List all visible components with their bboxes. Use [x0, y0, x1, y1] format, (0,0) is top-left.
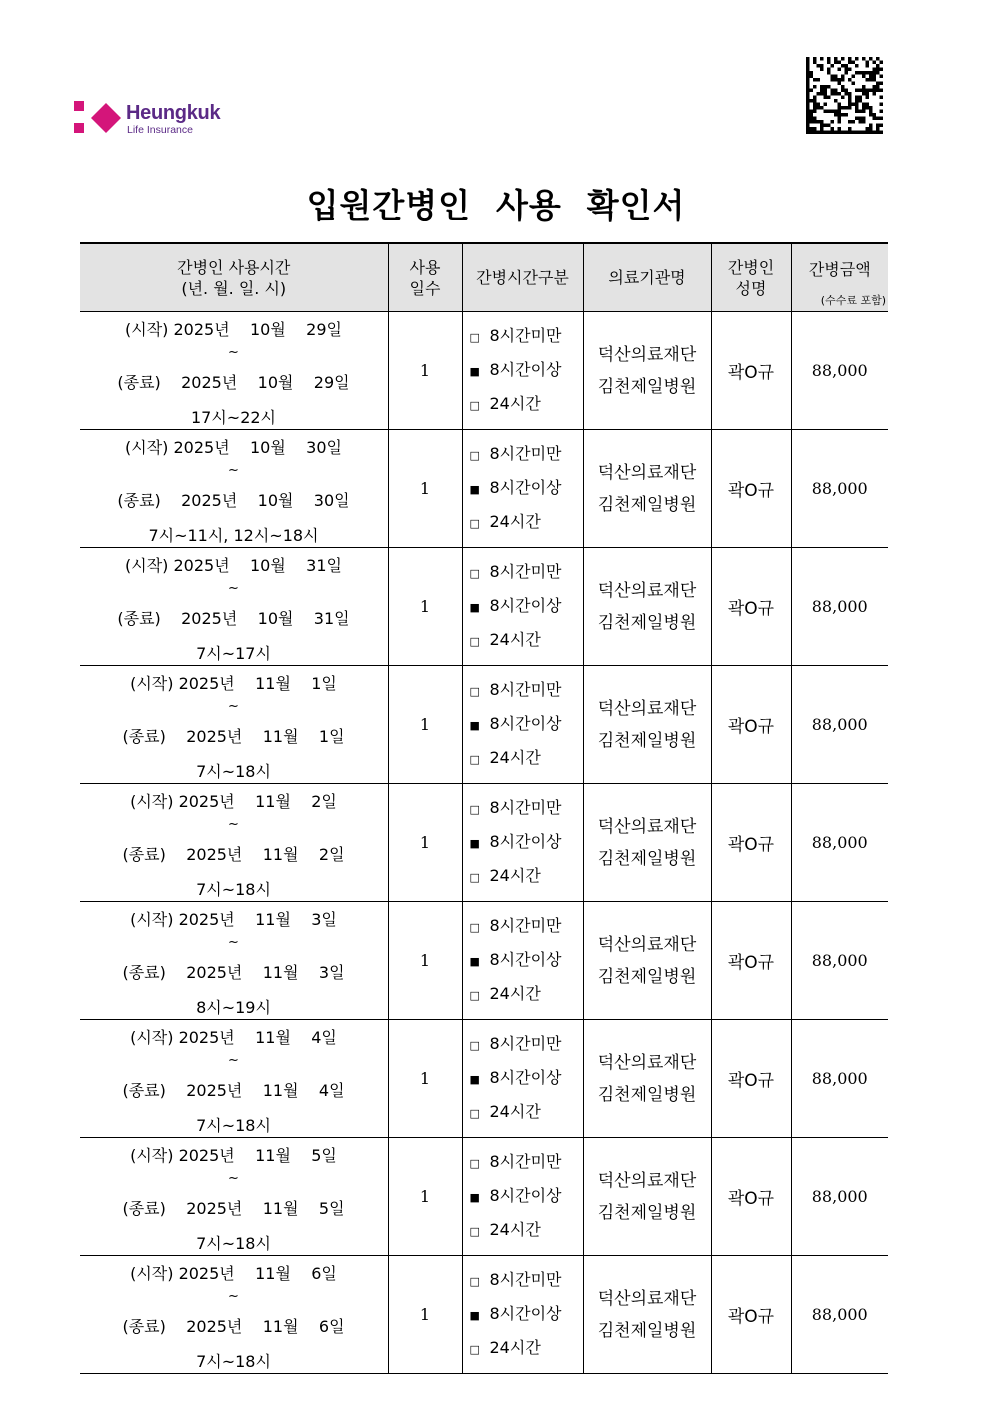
- category-option: [470, 674, 583, 708]
- checked-box-icon: ■: [469, 1190, 480, 1204]
- period-tilde: ~: [228, 1053, 239, 1068]
- period-start: (시작) 2025년 11월 1일: [130, 674, 337, 693]
- category-option: [470, 354, 583, 388]
- period-cell: [80, 548, 388, 666]
- table-row: [80, 666, 888, 784]
- header-category: 간병시간구분: [462, 243, 583, 312]
- category-cell: [462, 1020, 583, 1138]
- unchecked-box-icon: □: [469, 448, 480, 462]
- category-cell: [462, 666, 583, 784]
- category-cell: [462, 1138, 583, 1256]
- caregiver-name-cell: 곽O규: [711, 548, 791, 666]
- institution-line2: 김천제일병원: [597, 730, 697, 751]
- category-option-label: 8시간미만: [489, 1151, 562, 1171]
- category-option-label: 24시간: [489, 747, 541, 767]
- period-end: (종료) 2025년 11월 6일: [122, 1317, 345, 1336]
- institution-cell: [583, 1138, 711, 1256]
- category-option-label: 24시간: [489, 1219, 541, 1239]
- table-row: [80, 312, 888, 430]
- amount-cell: 88,000: [791, 430, 888, 548]
- period-end: (종료) 2025년 11월 2일: [122, 845, 345, 864]
- institution-line1: 덕산의료재단: [597, 1170, 697, 1191]
- period-start: (시작) 2025년 11월 5일: [130, 1146, 337, 1165]
- header-days: [388, 243, 462, 312]
- period-tilde: ~: [228, 1289, 239, 1304]
- period-start: (시작) 2025년 10월 29일: [125, 320, 342, 339]
- institution-cell: [583, 312, 711, 430]
- unchecked-box-icon: □: [469, 1224, 480, 1238]
- header-amount-label: 간병금액: [808, 259, 871, 279]
- category-option: [470, 388, 583, 422]
- caregiver-name-cell: 곽O규: [711, 1138, 791, 1256]
- days-cell: 1: [388, 1020, 462, 1138]
- caregiver-name-cell: 곽O규: [711, 430, 791, 548]
- institution-line2: 김천제일병원: [597, 1320, 697, 1341]
- category-option-label: 8시간미만: [489, 325, 562, 345]
- institution-line1: 덕산의료재단: [597, 580, 697, 601]
- institution-line2: 김천제일병원: [597, 376, 697, 397]
- period-tilde: ~: [228, 699, 239, 714]
- data-matrix-code-icon: [806, 57, 883, 134]
- unchecked-box-icon: □: [469, 870, 480, 884]
- category-option: [470, 1298, 583, 1332]
- period-end: (종료) 2025년 11월 5일: [122, 1199, 345, 1218]
- category-option-label: 24시간: [489, 1337, 541, 1357]
- checked-box-icon: ■: [469, 1308, 480, 1322]
- category-option-label: 8시간이상: [489, 1303, 562, 1323]
- caregiver-name-cell: 곽O규: [711, 666, 791, 784]
- caregiver-table: [80, 242, 888, 1374]
- period-tilde: ~: [228, 1171, 239, 1186]
- checked-box-icon: ■: [469, 718, 480, 732]
- category-option-label: 24시간: [489, 629, 541, 649]
- category-option: [470, 624, 583, 658]
- category-option-label: 8시간이상: [489, 359, 562, 379]
- category-option: [470, 472, 583, 506]
- category-option: [470, 556, 583, 590]
- unchecked-box-icon: □: [469, 1038, 480, 1052]
- period-hours: 7시~17시: [196, 644, 271, 663]
- period-end: (종료) 2025년 11월 3일: [122, 963, 345, 982]
- page-title: 입원간병인 사용 확인서: [306, 186, 686, 225]
- category-option-label: 8시간이상: [489, 713, 562, 733]
- checked-box-icon: ■: [469, 1072, 480, 1086]
- period-start: (시작) 2025년 11월 3일: [130, 910, 337, 929]
- period-tilde: ~: [228, 935, 239, 950]
- institution-cell: [583, 902, 711, 1020]
- header-caregiver: [711, 243, 791, 312]
- period-hours: 7시~11시, 12시~18시: [148, 526, 319, 545]
- period-cell: [80, 1138, 388, 1256]
- caregiver-name-cell: 곽O규: [711, 902, 791, 1020]
- period-cell: [80, 1020, 388, 1138]
- period-tilde: ~: [228, 817, 239, 832]
- unchecked-box-icon: □: [469, 752, 480, 766]
- days-cell: 1: [388, 784, 462, 902]
- institution-cell: [583, 430, 711, 548]
- period-end: (종료) 2025년 11월 1일: [122, 727, 345, 746]
- unchecked-box-icon: □: [469, 802, 480, 816]
- caregiver-name-cell: 곽O규: [711, 1020, 791, 1138]
- category-option-label: 8시간미만: [489, 679, 562, 699]
- days-cell: 1: [388, 430, 462, 548]
- table-header-row: [80, 243, 888, 312]
- category-cell: [462, 548, 583, 666]
- header-days-line2: 일수: [409, 278, 441, 298]
- category-option: [470, 320, 583, 354]
- category-option: [470, 506, 583, 540]
- header-period-line1: 간병인 사용시간: [177, 257, 291, 277]
- header-caregiver-line2: 성명: [735, 278, 767, 298]
- category-option: [470, 708, 583, 742]
- category-option: [470, 910, 583, 944]
- category-option: [470, 1028, 583, 1062]
- amount-cell: 88,000: [791, 1138, 888, 1256]
- period-hours: 7시~18시: [196, 1352, 271, 1371]
- unchecked-box-icon: □: [469, 1274, 480, 1288]
- category-option: [470, 1146, 583, 1180]
- caregiver-name-cell: 곽O규: [711, 1256, 791, 1374]
- header-amount: [791, 243, 888, 312]
- category-cell: [462, 902, 583, 1020]
- period-hours: 7시~18시: [196, 1234, 271, 1253]
- category-option: [470, 792, 583, 826]
- days-cell: 1: [388, 902, 462, 1020]
- category-option-label: 8시간미만: [489, 443, 562, 463]
- amount-cell: 88,000: [791, 666, 888, 784]
- category-option-label: 24시간: [489, 1101, 541, 1121]
- period-end: (종료) 2025년 10월 29일: [117, 373, 350, 392]
- category-option: [470, 742, 583, 776]
- period-cell: [80, 902, 388, 1020]
- category-option: [470, 1214, 583, 1248]
- category-option: [470, 1332, 583, 1366]
- institution-cell: [583, 1256, 711, 1374]
- table-row: [80, 784, 888, 902]
- institution-line1: 덕산의료재단: [597, 934, 697, 955]
- checked-box-icon: ■: [469, 836, 480, 850]
- amount-cell: 88,000: [791, 548, 888, 666]
- period-hours: 7시~18시: [196, 1116, 271, 1135]
- amount-cell: 88,000: [791, 1020, 888, 1138]
- period-cell: [80, 784, 388, 902]
- header-period-line2: (년. 월. 일. 시): [181, 278, 287, 298]
- days-cell: 1: [388, 1256, 462, 1374]
- unchecked-box-icon: □: [469, 1342, 480, 1356]
- period-start: (시작) 2025년 11월 4일: [130, 1028, 337, 1047]
- institution-line1: 덕산의료재단: [597, 816, 697, 837]
- header-period: [80, 243, 388, 312]
- caregiver-name-cell: 곽O규: [711, 784, 791, 902]
- days-cell: 1: [388, 548, 462, 666]
- institution-line1: 덕산의료재단: [597, 1052, 697, 1073]
- period-hours: 8시~19시: [196, 998, 271, 1017]
- category-cell: [462, 430, 583, 548]
- unchecked-box-icon: □: [469, 1156, 480, 1170]
- header-amount-note: (수수료 포함): [820, 293, 886, 307]
- period-hours: 17시~22시: [190, 408, 277, 427]
- institution-line2: 김천제일병원: [597, 1084, 697, 1105]
- category-option: [470, 978, 583, 1012]
- unchecked-box-icon: □: [469, 988, 480, 1002]
- category-option: [470, 438, 583, 472]
- period-hours: 7시~18시: [196, 762, 271, 781]
- amount-cell: 88,000: [791, 1256, 888, 1374]
- institution-line2: 김천제일병원: [597, 494, 697, 515]
- period-cell: [80, 312, 388, 430]
- table-row: [80, 430, 888, 548]
- category-option-label: 8시간이상: [489, 595, 562, 615]
- category-option: [470, 590, 583, 624]
- category-option: [470, 1264, 583, 1298]
- category-option-label: 24시간: [489, 511, 541, 531]
- table-row: [80, 1138, 888, 1256]
- period-cell: [80, 1256, 388, 1374]
- amount-cell: 88,000: [791, 902, 888, 1020]
- institution-cell: [583, 1020, 711, 1138]
- category-option-label: 8시간미만: [489, 797, 562, 817]
- category-option-label: 24시간: [489, 983, 541, 1003]
- institution-line1: 덕산의료재단: [597, 344, 697, 365]
- period-start: (시작) 2025년 11월 6일: [130, 1264, 337, 1283]
- period-end: (종료) 2025년 10월 30일: [117, 491, 350, 510]
- category-option: [470, 1180, 583, 1214]
- unchecked-box-icon: □: [469, 516, 480, 530]
- unchecked-box-icon: □: [469, 920, 480, 934]
- checked-box-icon: ■: [469, 600, 480, 614]
- category-option-label: 8시간이상: [489, 949, 562, 969]
- institution-line2: 김천제일병원: [597, 612, 697, 633]
- period-start: (시작) 2025년 10월 30일: [125, 438, 342, 457]
- category-option: [470, 1096, 583, 1130]
- category-option-label: 8시간미만: [489, 561, 562, 581]
- caregiver-name-cell: 곽O규: [711, 312, 791, 430]
- header-days-line1: 사용: [409, 257, 441, 277]
- category-option-label: 8시간미만: [489, 1033, 562, 1053]
- table-row: [80, 1020, 888, 1138]
- institution-line1: 덕산의료재단: [597, 462, 697, 483]
- category-option-label: 24시간: [489, 865, 541, 885]
- unchecked-box-icon: □: [469, 684, 480, 698]
- period-end: (종료) 2025년 10월 31일: [117, 609, 350, 628]
- period-tilde: ~: [228, 581, 239, 596]
- days-cell: 1: [388, 1138, 462, 1256]
- period-end: (종료) 2025년 11월 4일: [122, 1081, 345, 1100]
- unchecked-box-icon: □: [469, 566, 480, 580]
- period-tilde: ~: [228, 463, 239, 478]
- category-option-label: 8시간미만: [489, 915, 562, 935]
- unchecked-box-icon: □: [469, 1106, 480, 1120]
- category-option: [470, 1062, 583, 1096]
- logo-sub-text: Life Insurance: [127, 124, 193, 136]
- category-option: [470, 826, 583, 860]
- unchecked-box-icon: □: [469, 398, 480, 412]
- institution-line1: 덕산의료재단: [597, 1288, 697, 1309]
- institution-cell: [583, 666, 711, 784]
- logo-brand-text: Heungkuk: [126, 102, 221, 124]
- category-option: [470, 860, 583, 894]
- period-start: (시작) 2025년 11월 2일: [130, 792, 337, 811]
- category-cell: [462, 312, 583, 430]
- category-cell: [462, 784, 583, 902]
- period-cell: [80, 430, 388, 548]
- checked-box-icon: ■: [469, 482, 480, 496]
- checked-box-icon: ■: [469, 954, 480, 968]
- period-hours: 7시~18시: [196, 880, 271, 899]
- period-start: (시작) 2025년 10월 31일: [125, 556, 342, 575]
- category-option: [470, 944, 583, 978]
- table-row: [80, 1256, 888, 1374]
- category-option-label: 8시간미만: [489, 1269, 562, 1289]
- period-cell: [80, 666, 388, 784]
- category-option-label: 24시간: [489, 393, 541, 413]
- institution-line2: 김천제일병원: [597, 1202, 697, 1223]
- institution-line1: 덕산의료재단: [597, 698, 697, 719]
- category-option-label: 8시간이상: [489, 831, 562, 851]
- amount-cell: 88,000: [791, 784, 888, 902]
- category-option-label: 8시간이상: [489, 1185, 562, 1205]
- header-caregiver-line1: 간병인: [727, 257, 775, 277]
- amount-cell: 88,000: [791, 312, 888, 430]
- unchecked-box-icon: □: [469, 330, 480, 344]
- institution-cell: [583, 548, 711, 666]
- table-row: [80, 902, 888, 1020]
- category-option-label: 8시간이상: [489, 1067, 562, 1087]
- period-tilde: ~: [228, 345, 239, 360]
- days-cell: 1: [388, 312, 462, 430]
- category-cell: [462, 1256, 583, 1374]
- unchecked-box-icon: □: [469, 634, 480, 648]
- institution-cell: [583, 784, 711, 902]
- logo-mark-icon: [74, 101, 122, 135]
- table-row: [80, 548, 888, 666]
- category-option-label: 8시간이상: [489, 477, 562, 497]
- institution-line2: 김천제일병원: [597, 966, 697, 987]
- header-institution: 의료기관명: [583, 243, 711, 312]
- checked-box-icon: ■: [469, 364, 480, 378]
- days-cell: 1: [388, 666, 462, 784]
- institution-line2: 김천제일병원: [597, 848, 697, 869]
